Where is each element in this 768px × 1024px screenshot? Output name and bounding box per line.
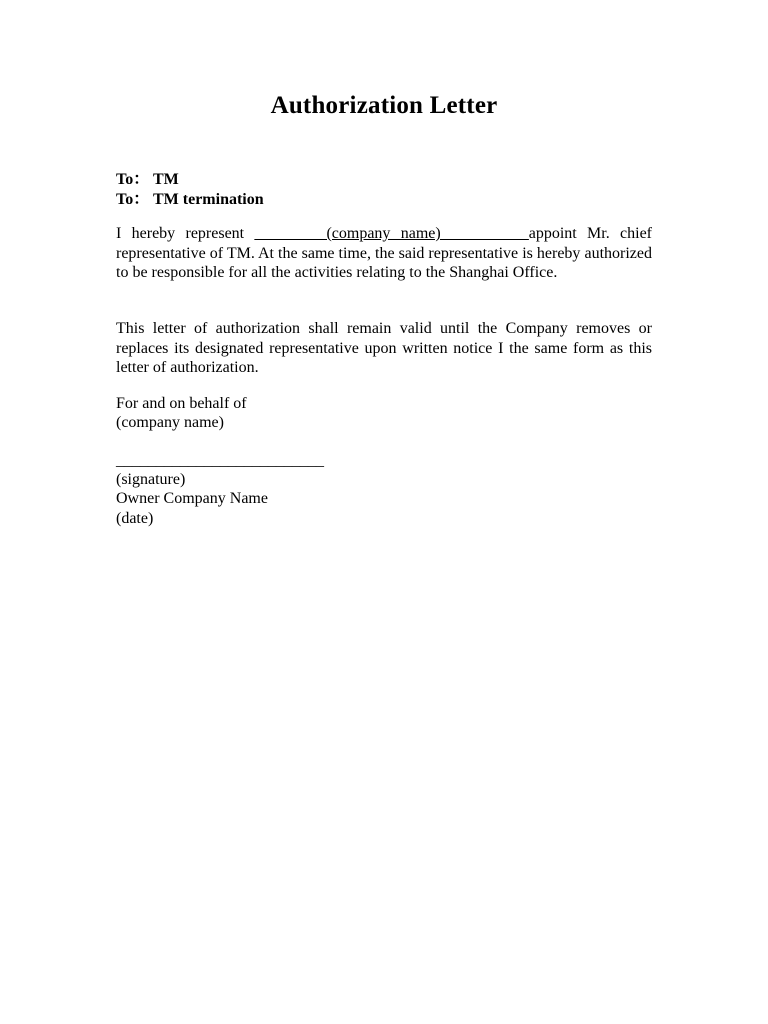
behalf-line: For and on behalf of bbox=[116, 395, 247, 412]
paragraph-body: appoint Mr. chief representative of TM. At the same time, the said representative is hereby authorized to be responsible for all the activities relating to the Shanghai Office. bbox=[116, 225, 653, 281]
owner-company-name: Owner Company Name bbox=[116, 490, 268, 507]
recipient-value-2: TM termination bbox=[153, 191, 264, 208]
signature-blank-line: __________________________ bbox=[116, 452, 324, 469]
recipient-label-2: To： bbox=[116, 191, 150, 208]
paragraph-intro: I hereby represent bbox=[116, 225, 255, 242]
validity-paragraph: This letter of authorization shall remain valid until the Company removes or replaces its designated representative upon written notice I the same form as this letter of authorization. bbox=[116, 320, 652, 376]
document-title: Authorization Letter bbox=[270, 92, 498, 119]
recipient-line-2 bbox=[116, 186, 264, 209]
recipient-value-1: TM bbox=[153, 171, 179, 188]
company-name-blank: _________(company name)___________ bbox=[254, 225, 529, 242]
recipient-label-1: To： bbox=[116, 171, 150, 188]
date-label: (date) bbox=[116, 510, 154, 527]
authorization-paragraph bbox=[116, 224, 652, 283]
signature-label: (signature) bbox=[116, 471, 186, 488]
company-name-line: (company name) bbox=[116, 414, 224, 431]
